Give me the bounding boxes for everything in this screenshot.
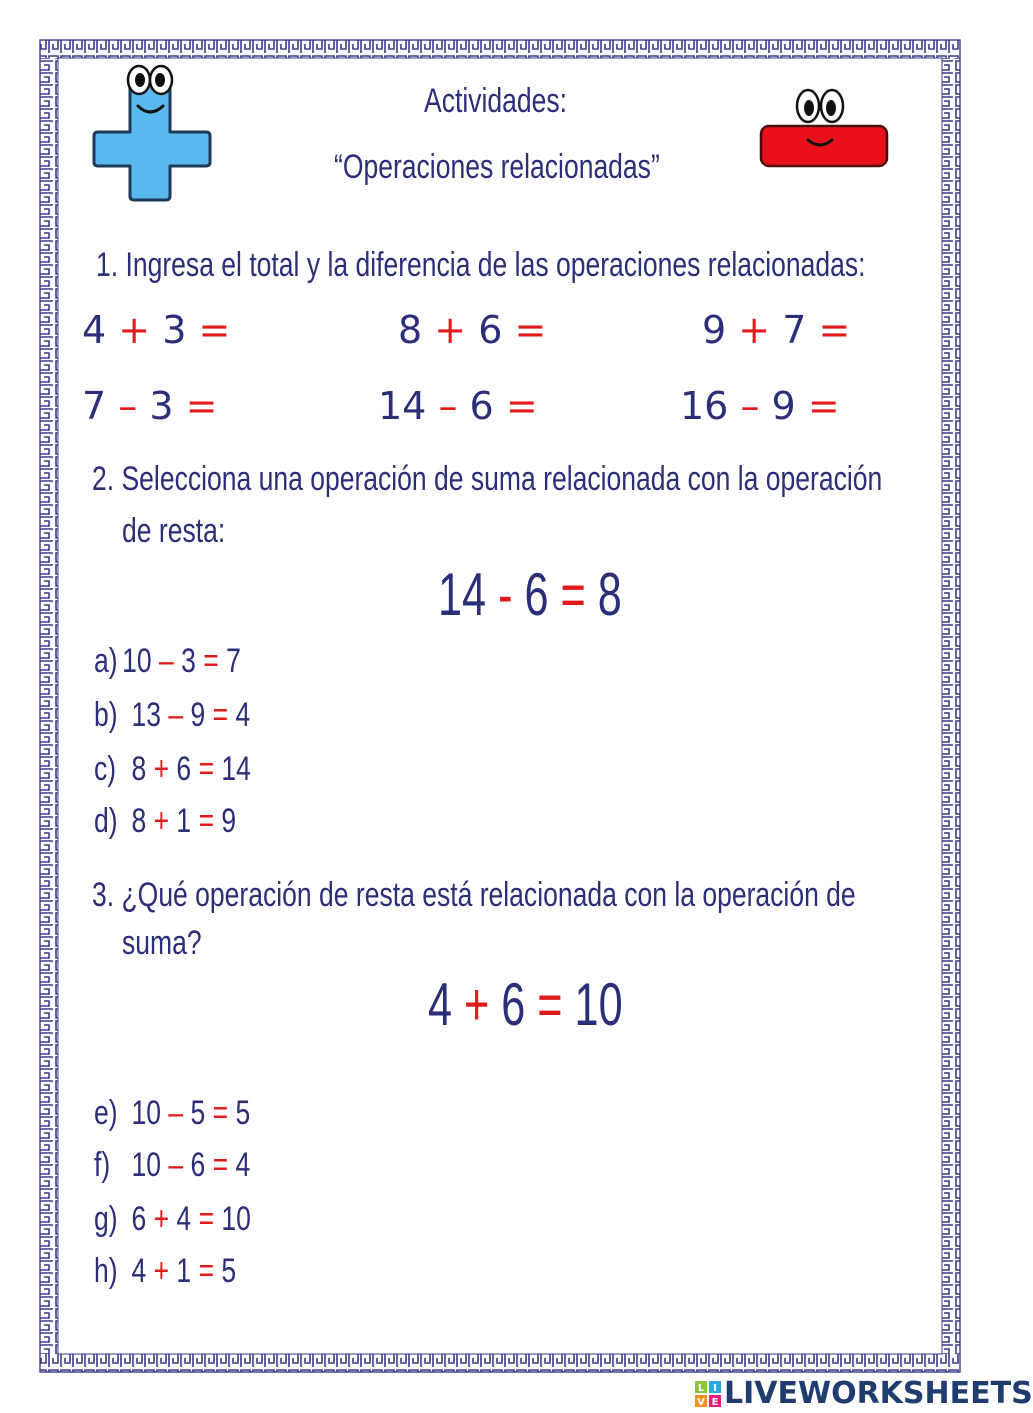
answer-option-d[interactable]: d) 8 + 1 = 9 <box>94 802 237 840</box>
q1-equation: 8 + 6 = <box>398 308 547 352</box>
answer-option-b[interactable]: b) 13 – 9 = 4 <box>94 696 251 734</box>
liveworksheets-logo-mark-icon <box>694 1380 722 1408</box>
liveworksheets-brand-text: LIVEWORKSHEETS <box>724 1376 1033 1411</box>
plus-mascot-icon <box>88 62 216 202</box>
liveworksheets-logo-icon <box>694 1380 722 1413</box>
q1-equation: 9 + 7 = <box>702 308 851 352</box>
header-title: Actividades: <box>424 82 567 120</box>
q1-equation: 14 – 6 = <box>378 384 538 428</box>
question-2-text: 2. Selecciona una operación de suma relacionada con la operación <box>92 460 883 498</box>
answer-option-h[interactable]: h) 4 + 1 = 5 <box>94 1252 237 1290</box>
answer-option-e[interactable]: e) 10 – 5 = 5 <box>94 1094 251 1132</box>
svg-text:V: V <box>697 1397 705 1408</box>
q1-equation: 7 – 3 = <box>82 384 218 428</box>
answer-option-g[interactable]: g) 6 + 4 = 10 <box>94 1200 251 1238</box>
q2-main-equation: 14 - 6 = 8 <box>438 561 622 628</box>
question-3-text: 3. ¿Qué operación de resta está relacionada con la operación de <box>92 876 856 914</box>
question-1-text: 1. Ingresa el total y la diferencia de las operaciones relacionadas: <box>96 246 866 284</box>
answer-option-c[interactable]: c) 8 + 6 = 14 <box>94 750 251 788</box>
answer-option-a[interactable]: a) 10 – 3 = 7 <box>94 642 241 680</box>
svg-text:I: I <box>713 1383 717 1394</box>
question-2-text-cont: de resta: <box>122 512 226 550</box>
header-subtitle: “Operaciones relacionadas” <box>334 148 660 186</box>
q1-equation: 4 + 3 = <box>82 308 231 352</box>
q1-equation: 16 – 9 = <box>680 384 840 428</box>
q3-main-equation: 4 + 6 = 10 <box>428 971 623 1038</box>
question-3-text-cont: suma? <box>122 924 202 962</box>
minus-mascot-icon <box>758 84 890 174</box>
svg-text:E: E <box>711 1397 719 1408</box>
svg-text:L: L <box>697 1383 705 1394</box>
answer-option-f[interactable]: f) 10 – 6 = 4 <box>94 1146 251 1184</box>
